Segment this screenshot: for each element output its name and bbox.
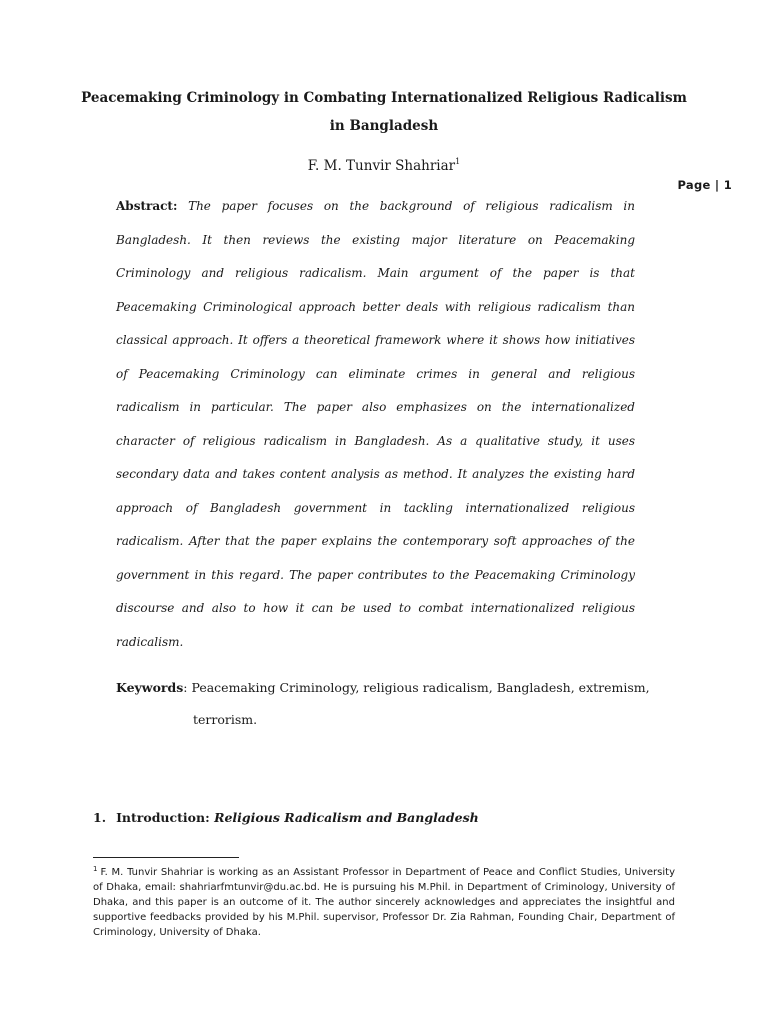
keywords [116,672,656,736]
section-number: 1. [93,810,107,825]
footnote-text: F. M. Tunvir Shahriar is working as an Assistant Professor in Department of Peace and Conflict Studies, University of Dhaka, email: shahriarfmtunvir@du.ac.bd. He is pursuing his M.Phil. in Department of Criminology, University of Dhaka, and this paper is an outcome of it. The author sincerely acknowledges and appreciates the insightful and supportive feedbacks provided by his M.Phil. supervisor, Professor Dr. Zia Rahman, Founding Chair, Department of Criminology, University of Dhaka. [93,867,675,938]
page-number: Page | 1 [677,178,732,192]
section-heading-introduction [93,808,479,828]
keywords-list-continued: terrorism. [193,712,258,727]
author-footnote-mark: 1 [455,157,461,166]
keywords-list: : Peacemaking Criminology, religious radicalism, Bangladesh, extremism, [183,680,650,695]
abstract-label: Abstract: [116,199,178,213]
footnote-separator [93,857,239,858]
author-name: F. M. Tunvir Shahriar [307,158,456,174]
abstract-text: The paper focuses on the background of religious radicalism in Bangladesh. It then reviews the existing major literature on Peacemaking Criminology and religious radicalism. Main argument of the paper is that Peacemaking Criminological approach better deals with religious radicalism than classical approach. It offers a theoretical framework where it shows how initiatives of Peacemaking Criminology can eliminate crimes in general and religious radicalism in particular. The paper also emphasizes on the internationalized character of religious radicalism in Bangladesh. As a qualitative study, it uses secondary data and takes content analysis as method. It analyzes the existing hard approach of Bangladesh government in tackling internationalized religious radicalism. After that the paper explains the contemporary soft approaches of the government in this regard. The paper contributes to the Peacemaking Criminology discourse and also to how it can be used to combat internationalized religious radicalism. [116,199,635,649]
paper-title [60,84,708,140]
section-title: Introduction: [116,810,210,825]
author-line [0,152,768,176]
section-subtitle: Religious Radicalism and Bangladesh [214,810,479,825]
footnote [93,862,675,940]
paper-title-line-2: in Bangladesh [329,118,439,134]
keywords-label: Keywords [116,680,184,695]
footnote-mark: 1 [93,865,98,873]
paper-title-line-1: Peacemaking Criminology in Combating Internationalized Religious Radicalism [81,90,687,106]
abstract [116,190,635,659]
